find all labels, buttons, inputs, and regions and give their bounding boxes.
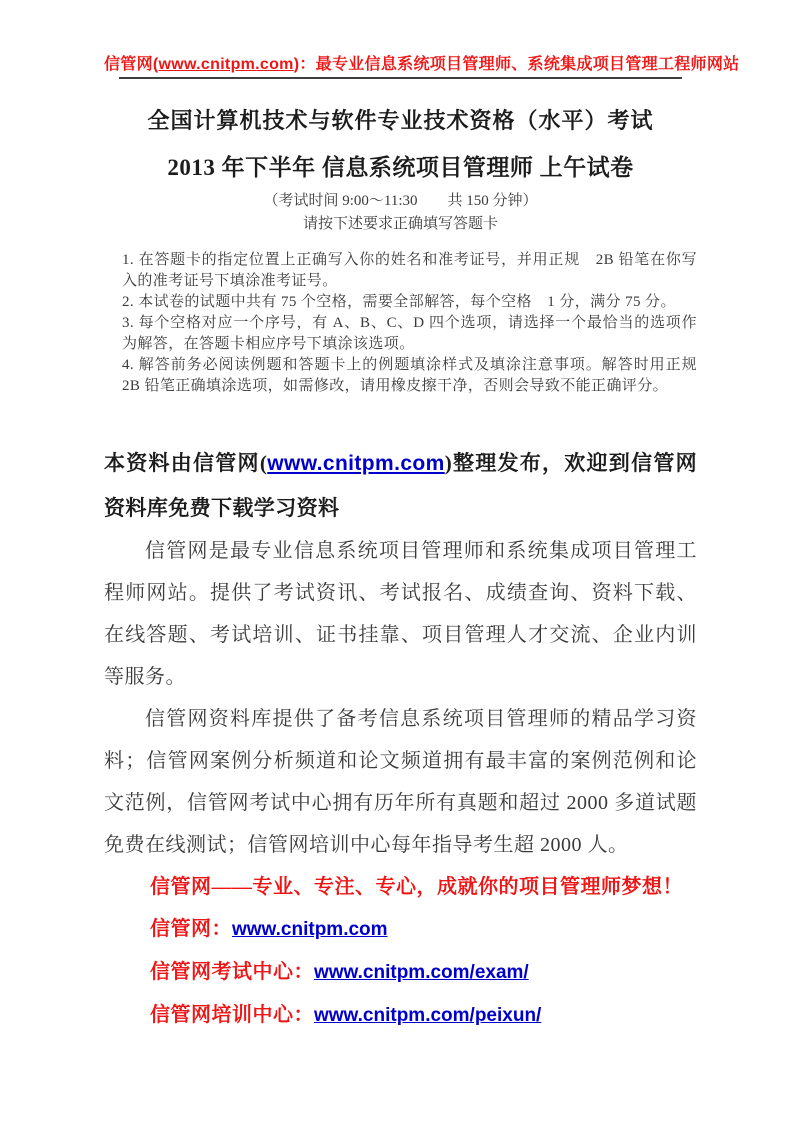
instruction-item-3: 3. 每个空格对应一个序号，有 A、B、C、D 四个选项，请选择一个最恰当的选项作为解答，在答题卡相应序号下填涂该选项。: [122, 315, 697, 352]
site-url-link-home[interactable]: www.cnitpm.com: [232, 919, 388, 940]
site-banner-link[interactable]: www.cnitpm.com: [158, 56, 294, 73]
instruction-item-4: 4. 解答前务必阅读例题和答题卡上的例题填涂样式及填涂注意事项。解答时用正规 2B 铅笔正确填涂选项，如需修改，请用橡皮擦干净，否则会导致不能正确评分。: [122, 357, 713, 394]
site-banner-suffix: )：最专业信息系统项目管理师、系统集成项目管理工程师网站: [293, 56, 740, 73]
site-link-label-home: 信管网：: [150, 918, 232, 940]
resource-notice: [104, 441, 697, 530]
resource-notice-prefix: 本资料由信管网(: [104, 451, 268, 475]
resource-notice-link[interactable]: www.cnitpm.com: [267, 452, 445, 475]
site-link-row-peixun: [104, 994, 697, 1037]
instruction-item-2: 2. 本试卷的试题中共有 75 个空格，需要全部解答，每个空格 1 分，满分 75 分。: [122, 294, 676, 310]
site-link-label-exam: 信管网考试中心：: [150, 961, 314, 983]
about-paragraph-2: 信管网资料库提供了备考信息系统项目管理师的精品学习资料；信管网案例分析频道和论文频道拥有最丰富的案例范例和论文范例，信管网考试中心拥有历年所有真题和超过 2000 多道试题免费在线测试；信管网培训中心每年指导考生超 2000 人。: [104, 708, 697, 856]
site-url-link-exam[interactable]: www.cnitpm.com/exam/: [314, 962, 529, 983]
exam-title-line1: 全国计算机技术与软件专业技术资格（水平）考试: [147, 108, 654, 133]
site-banner-prefix: 信管网(: [104, 56, 159, 73]
site-link-row-exam: [104, 951, 697, 994]
site-link-label-peixun: 信管网培训中心：: [150, 1004, 314, 1026]
instruction-item-1: 1. 在答题卡的指定位置上正确写入你的姓名和准考证号，并用正规 2B 铅笔在你写入的准考证号下填涂准考证号。: [122, 252, 697, 289]
exam-instructions: [122, 250, 713, 397]
slogan-line: 信管网——专业、专注、专心，成就你的项目管理师梦想！: [150, 876, 683, 898]
exam-title-line2: 2013 年下半年 信息系统项目管理师 上午试卷: [167, 155, 634, 180]
header-divider: [119, 77, 682, 79]
about-paragraph-1: 信管网是最专业信息系统项目管理师和系统集成项目管理工程师网站。提供了考试资讯、考试报名、成绩查询、资料下载、在线答题、考试培训、证书挂靠、项目管理人才交流、企业内训等服务。: [104, 540, 697, 688]
site-link-row-home: [104, 908, 697, 951]
site-url-link-peixun[interactable]: www.cnitpm.com/peixun/: [314, 1005, 542, 1026]
exam-time-note: （考试时间 9:00～11:30 共 150 分钟）: [263, 193, 538, 209]
resource-notice-suffix: )整理发布，欢迎到信管网资料库免费下载学习资料: [104, 451, 697, 520]
site-banner: [104, 0, 740, 74]
answer-sheet-note: 请按下述要求正确填写答题卡: [302, 216, 498, 232]
